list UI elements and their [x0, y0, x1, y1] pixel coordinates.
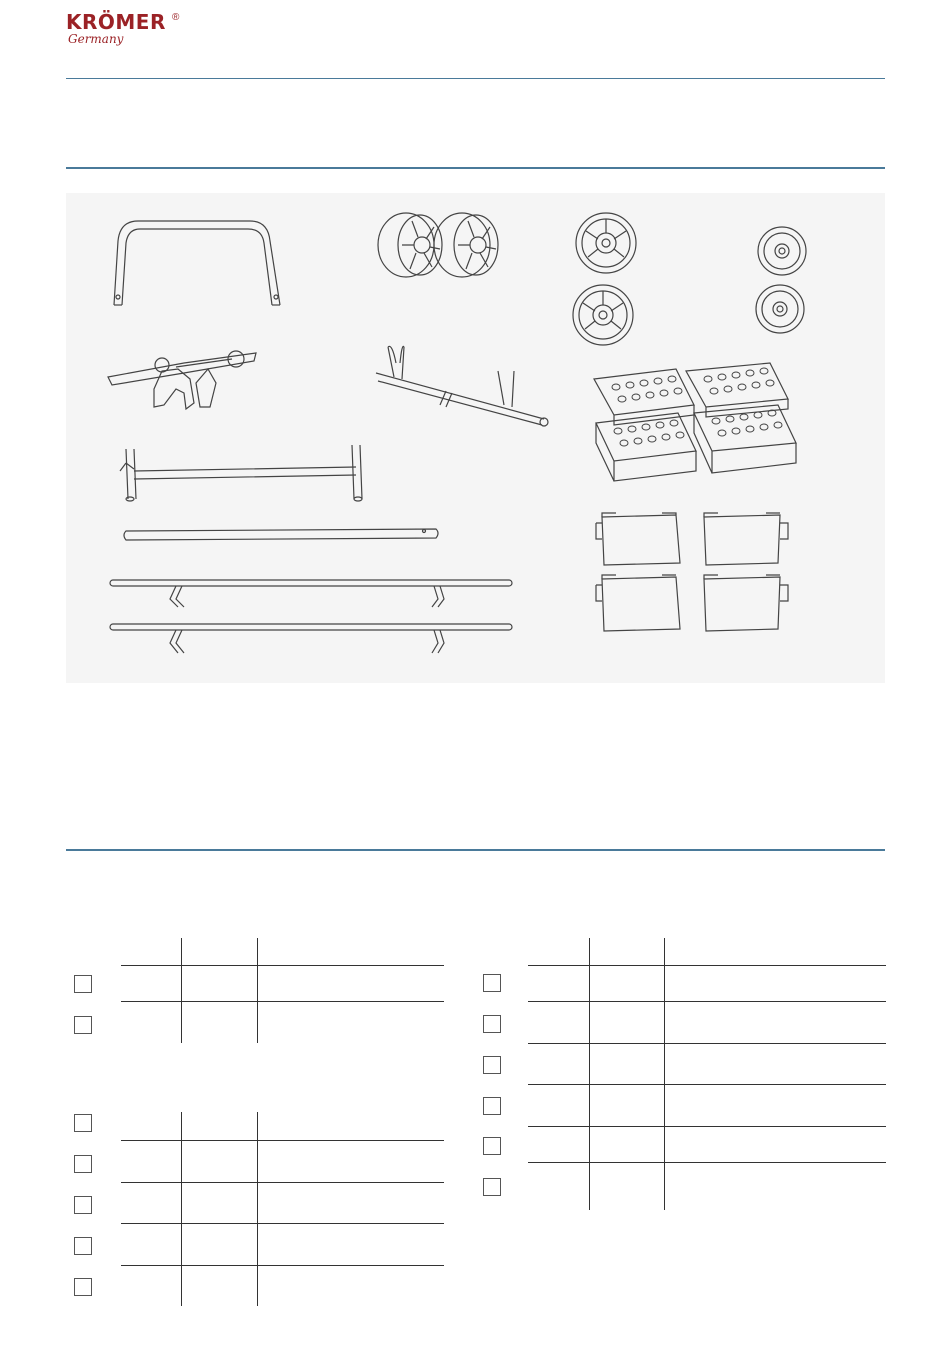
- table-divider: [181, 938, 182, 1043]
- checkbox[interactable]: [74, 1237, 92, 1255]
- pivot-lever-part: [108, 351, 256, 409]
- table-divider: [257, 1112, 258, 1306]
- medium-wheels-part: [573, 213, 636, 345]
- small-wheels-part: [756, 227, 806, 333]
- checkbox[interactable]: [483, 1015, 501, 1033]
- table-row-divider: [528, 965, 886, 966]
- checkbox[interactable]: [74, 1278, 92, 1296]
- table-divider: [664, 938, 665, 1210]
- table-row-divider: [121, 1182, 444, 1183]
- table-divider: [257, 938, 258, 1043]
- large-wheels-part: [378, 213, 498, 277]
- table-row-divider: [528, 1126, 886, 1127]
- table-row-divider: [121, 965, 444, 966]
- checkbox[interactable]: [483, 974, 501, 992]
- checkbox[interactable]: [74, 1114, 92, 1132]
- long-rail-2-part: [110, 624, 512, 653]
- checkbox[interactable]: [483, 1178, 501, 1196]
- checkbox[interactable]: [483, 1097, 501, 1115]
- checkbox[interactable]: [483, 1056, 501, 1074]
- table-row-divider: [528, 1043, 886, 1044]
- t-bar-part: [120, 445, 362, 501]
- brand-subtitle: Germany: [68, 32, 124, 46]
- table-divider: [589, 938, 590, 1210]
- table-row-divider: [528, 1001, 886, 1002]
- table-row-divider: [121, 1265, 444, 1266]
- bracket-plates-part: [596, 513, 788, 631]
- block-pads-part: [594, 363, 796, 481]
- table-divider: [181, 1112, 182, 1306]
- table-row-divider: [121, 1140, 444, 1141]
- section-rule-top: [66, 167, 885, 169]
- long-rail-1-part: [110, 580, 512, 607]
- rod-part: [124, 529, 438, 540]
- brand-logo: [66, 10, 196, 50]
- checkbox[interactable]: [74, 975, 92, 993]
- brand-trademark: ®: [172, 12, 180, 23]
- table-row-divider: [121, 1001, 444, 1002]
- table-row-divider: [528, 1162, 886, 1163]
- brand-name: KRÖMER: [66, 10, 166, 34]
- header-rule: [66, 78, 885, 79]
- section-rule-bottom: [66, 849, 885, 851]
- handle-frame-part: [114, 221, 280, 305]
- table-row-divider: [121, 1223, 444, 1224]
- table-row-divider: [528, 1084, 886, 1085]
- checkbox[interactable]: [74, 1016, 92, 1034]
- axle-with-forks-part: [376, 346, 548, 426]
- parts-illustration-panel: [66, 193, 885, 683]
- checkbox[interactable]: [74, 1196, 92, 1214]
- checkbox[interactable]: [74, 1155, 92, 1173]
- checkbox[interactable]: [483, 1137, 501, 1155]
